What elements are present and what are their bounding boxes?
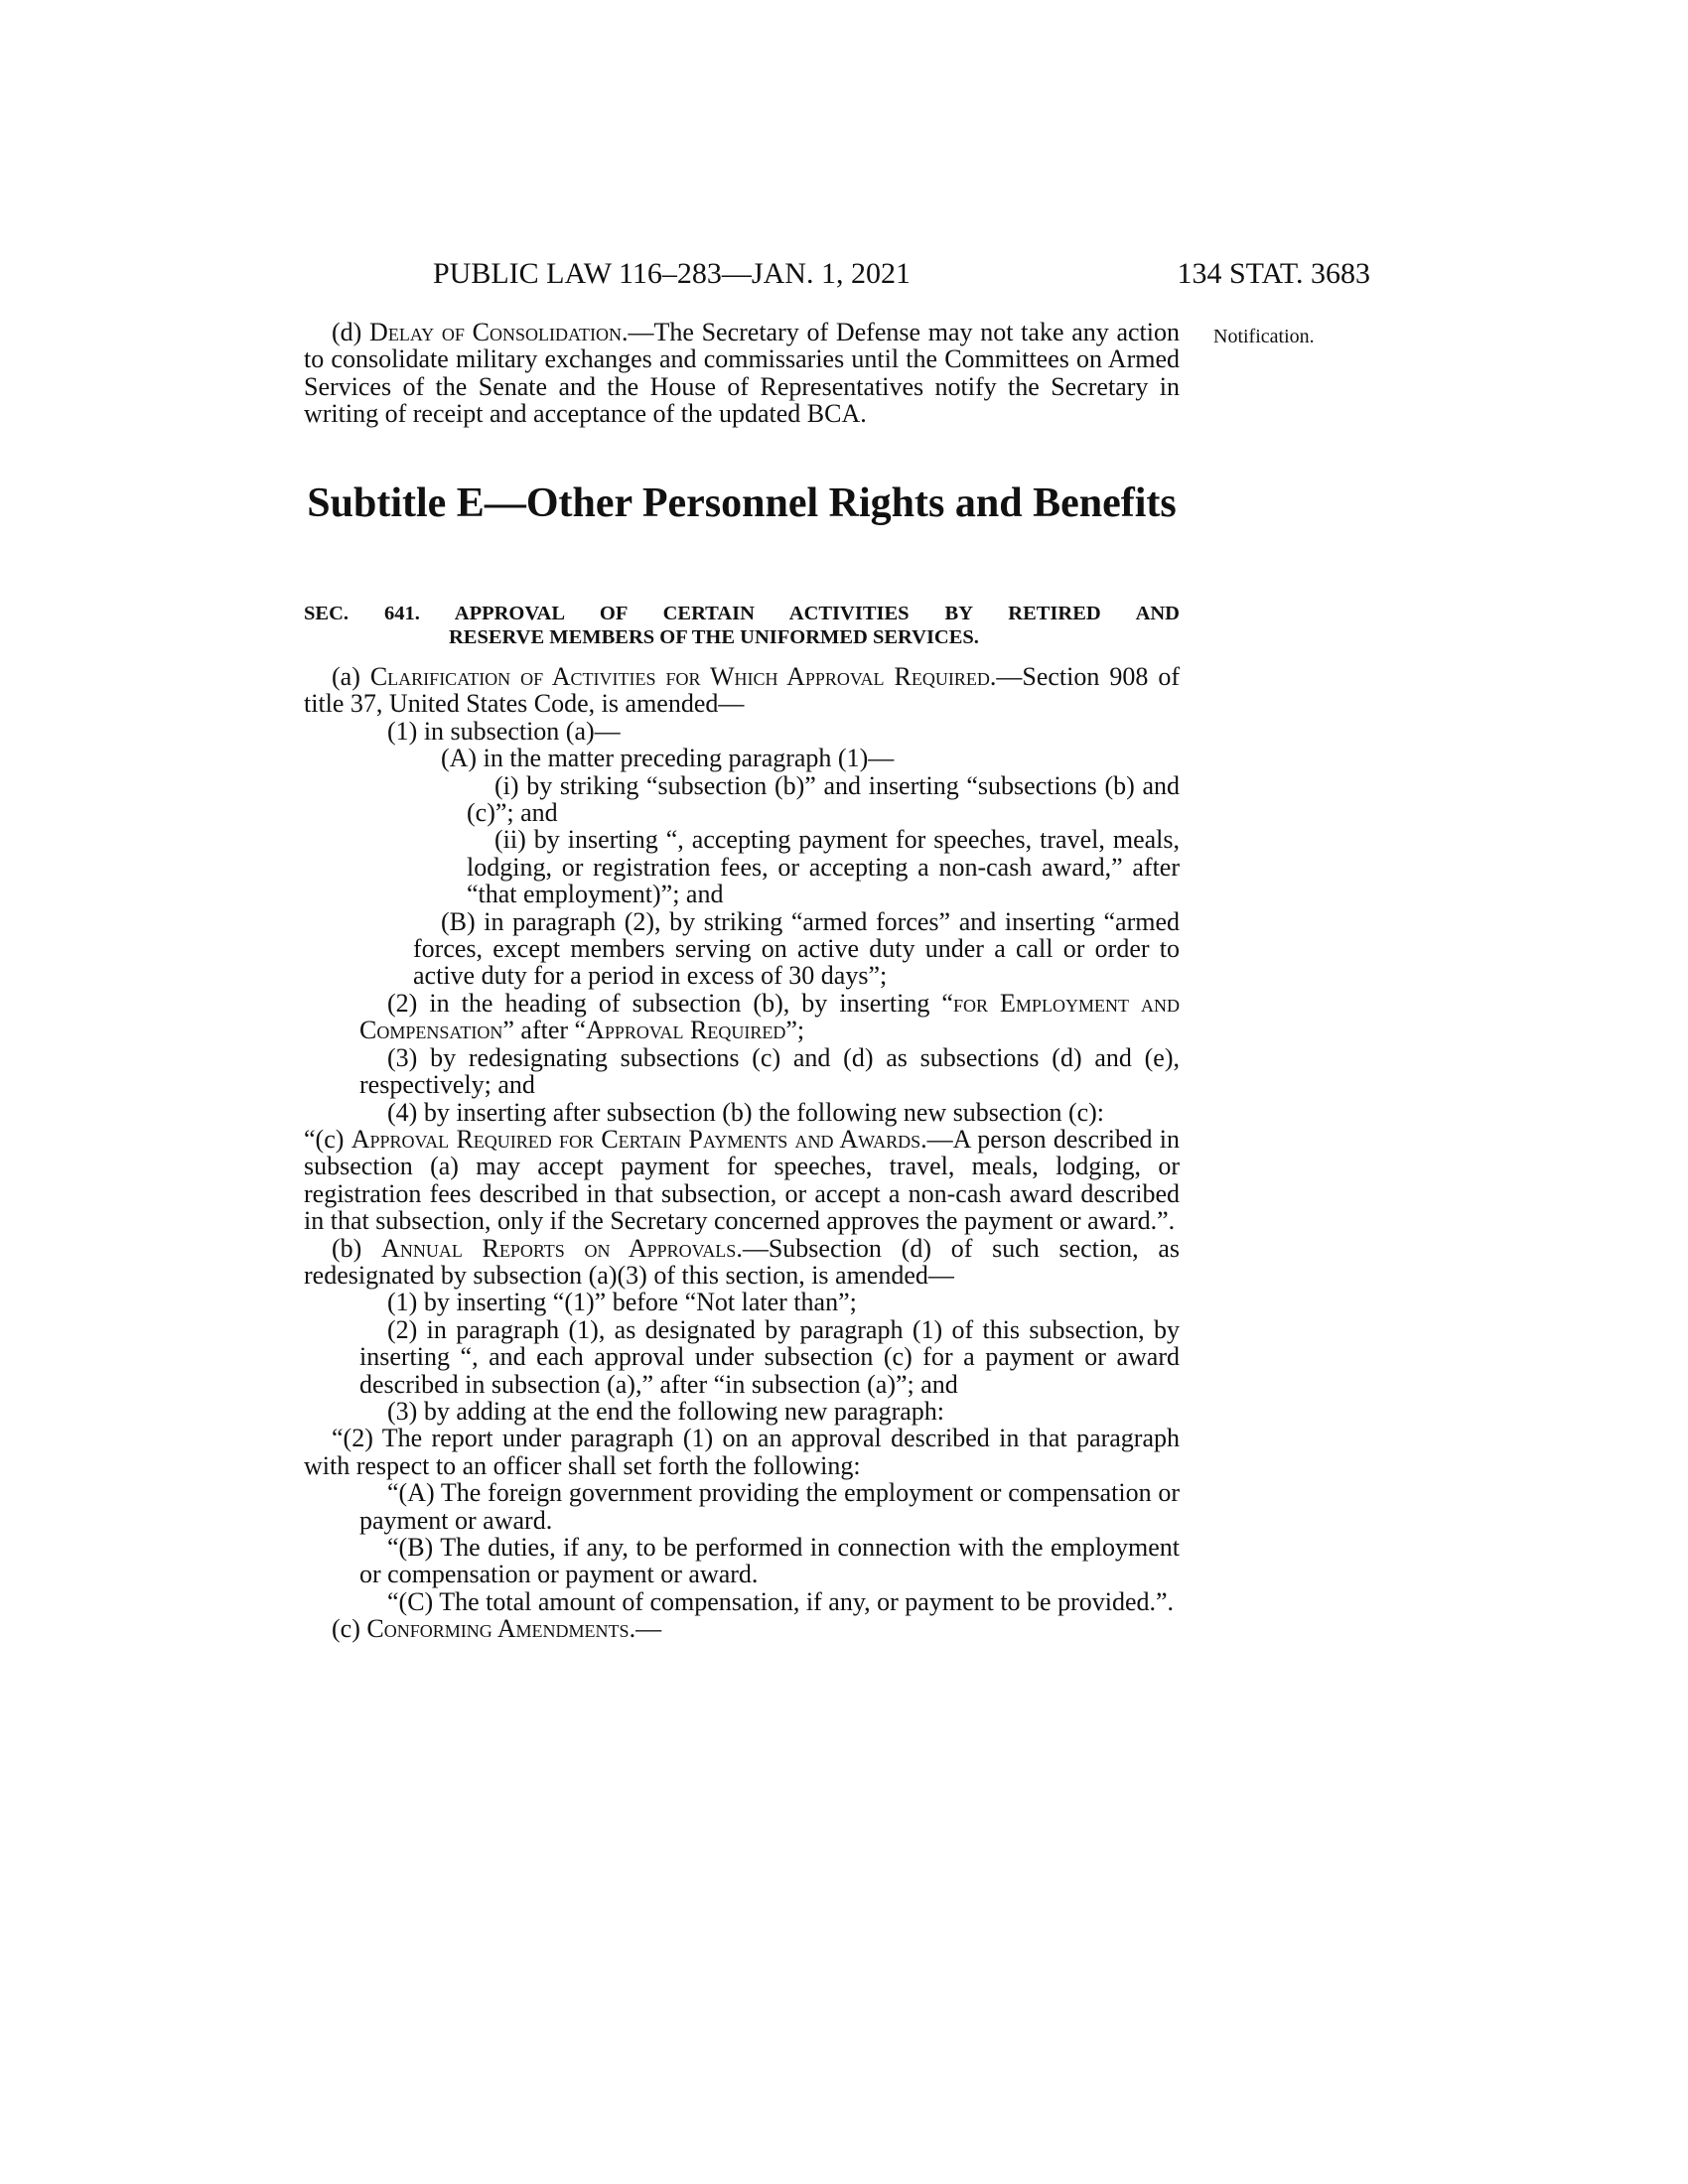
quoted-subsection-c [304, 1126, 1180, 1235]
quoted-subparagraph-C: “(C) The total amount of compensation, if any, or payment to be provided.”. [387, 1586, 1175, 1616]
paragraph-d-lead: (d) [332, 318, 370, 346]
subparagraph-a1A: (A) in the matter preceding paragraph (1)— [441, 744, 895, 773]
paragraph-b2: (2) in paragraph (1), as designated by paragraph (1) of this subsection, by inserting “, and each approval under subsection (c) for a payment or award described in subsection (a),” after “in subsection (a)”; and [359, 1314, 1180, 1399]
paragraph-a4: (4) by inserting after subsection (b) the following new subsection (c): [387, 1097, 1105, 1127]
paragraph-a3: (3) by redesignating subsections (c) and (d) as subsections (d) and (e), respectively; and [359, 1042, 1180, 1100]
quoted-subparagraph-B: “(B) The duties, if any, to be performed in connection with the employment or compensation or payment or award. [359, 1533, 1180, 1589]
quoted-subparagraph-A: “(A) The foreign government providing the employment or compensation or payment or award. [359, 1478, 1180, 1535]
paragraph-b1: (1) by inserting “(1)” before “Not later than”; [387, 1288, 857, 1317]
clause-a1Ai: (i) by striking “subsection (b)” and inserting “subsections (b) and (c)”; and [467, 770, 1180, 828]
subtitle-heading: Subtitle E—Other Personnel Rights and Benefits [307, 480, 1177, 526]
clause-a1Aii: (ii) by inserting “, accepting payment for speeches, travel, meals, lodging, or registration fees, or accepting a non-cash award,” after “that employment)”; and [467, 825, 1180, 909]
section-heading [304, 602, 1180, 649]
subsection-c-lead: (c) [332, 1614, 367, 1644]
quoted-subsection-c-heading: Approval Required for Certain Payments and Awards [351, 1124, 921, 1154]
quoted-subsection-c-text: .—A person described in subsection (a) may accept payment for speeches, travel, meals, lodging, or registration fees described in that subsection, or accept a non-cash award described in that subsection, only if the Secretary concerned approves the payment or award.”. [304, 1124, 1180, 1236]
section-heading-line2: RESERVE MEMBERS OF THE UNIFORMED SERVICES. [449, 626, 979, 648]
running-head [433, 254, 1370, 294]
paragraph-d [304, 319, 1180, 428]
paragraph-a1: (1) in subsection (a)— [387, 716, 621, 746]
paragraph-b3: (3) by adding at the end the following new paragraph: [387, 1396, 944, 1426]
paragraph-d-block [304, 319, 1180, 428]
statute-page-number: 134 STAT. 3683 [1177, 257, 1370, 290]
subsection-a-heading: Clarification of Activities for Which Approval Required [369, 662, 990, 691]
subsection-a-text: .—Section 908 of title 37, United States Code, is amended— [304, 662, 1180, 719]
paragraph-a2-pre: (2) in the heading of subsection (b), by inserting “ [387, 988, 953, 1018]
subsection-a-lead: (a) [332, 662, 370, 691]
margin-note: Notification. [1213, 326, 1315, 347]
subsection-b-heading: Annual Reports on Approvals [381, 1233, 737, 1263]
subsection-c-text: .— [629, 1614, 662, 1644]
subparagraph-a1B: (B) in paragraph (2), by striking “armed forces” and inserting “armed forces, except members serving on active duty under a call or order to active duty for a period in excess of 30 days”; [413, 906, 1180, 991]
quoted-subsection-c-lead: “(c) [304, 1124, 352, 1154]
paragraph-d-heading: Delay of Consolidation [369, 318, 622, 346]
subsection-c-conforming [304, 1615, 1180, 1642]
section-heading-line1: SEC. 641. APPROVAL OF CERTAIN ACTIVITIES BY RETIRED AND [304, 603, 1180, 624]
paragraph-a2-quote2: Approval Required [586, 1016, 786, 1045]
paragraph-a2-mid: ” after “ [502, 1016, 587, 1045]
paragraph-a2-post: ”; [785, 1016, 805, 1045]
paragraph-d-text: .—The Secretary of Defense may not take any action to consolidate military exchanges and commissaries until the Committees on Armed Services of the Senate and the House of Representatives notify the Secretary in writing of receipt and acceptance of the updated BCA. [304, 318, 1180, 429]
subsection-c-heading: Conforming Amendments [366, 1614, 630, 1644]
section-body [304, 663, 1180, 1643]
quoted-paragraph-2: “(2) The report under paragraph (1) on an approval described in that paragraph with respect to an officer shall set forth the following: [304, 1424, 1180, 1480]
paragraph-a2 [304, 990, 1180, 1044]
subsection-b-lead: (b) [332, 1233, 382, 1263]
subsection-b-text: .—Subsection (d) of such section, as redesignated by subsection (a)(3) of this section, is amended— [304, 1233, 1180, 1290]
paragraph-a2-quote1: for Employment and Compensation [359, 988, 1180, 1045]
subsection-b [304, 1235, 1180, 1290]
running-head-title: PUBLIC LAW 116–283—JAN. 1, 2021 [433, 257, 911, 290]
subsection-a [304, 663, 1180, 718]
